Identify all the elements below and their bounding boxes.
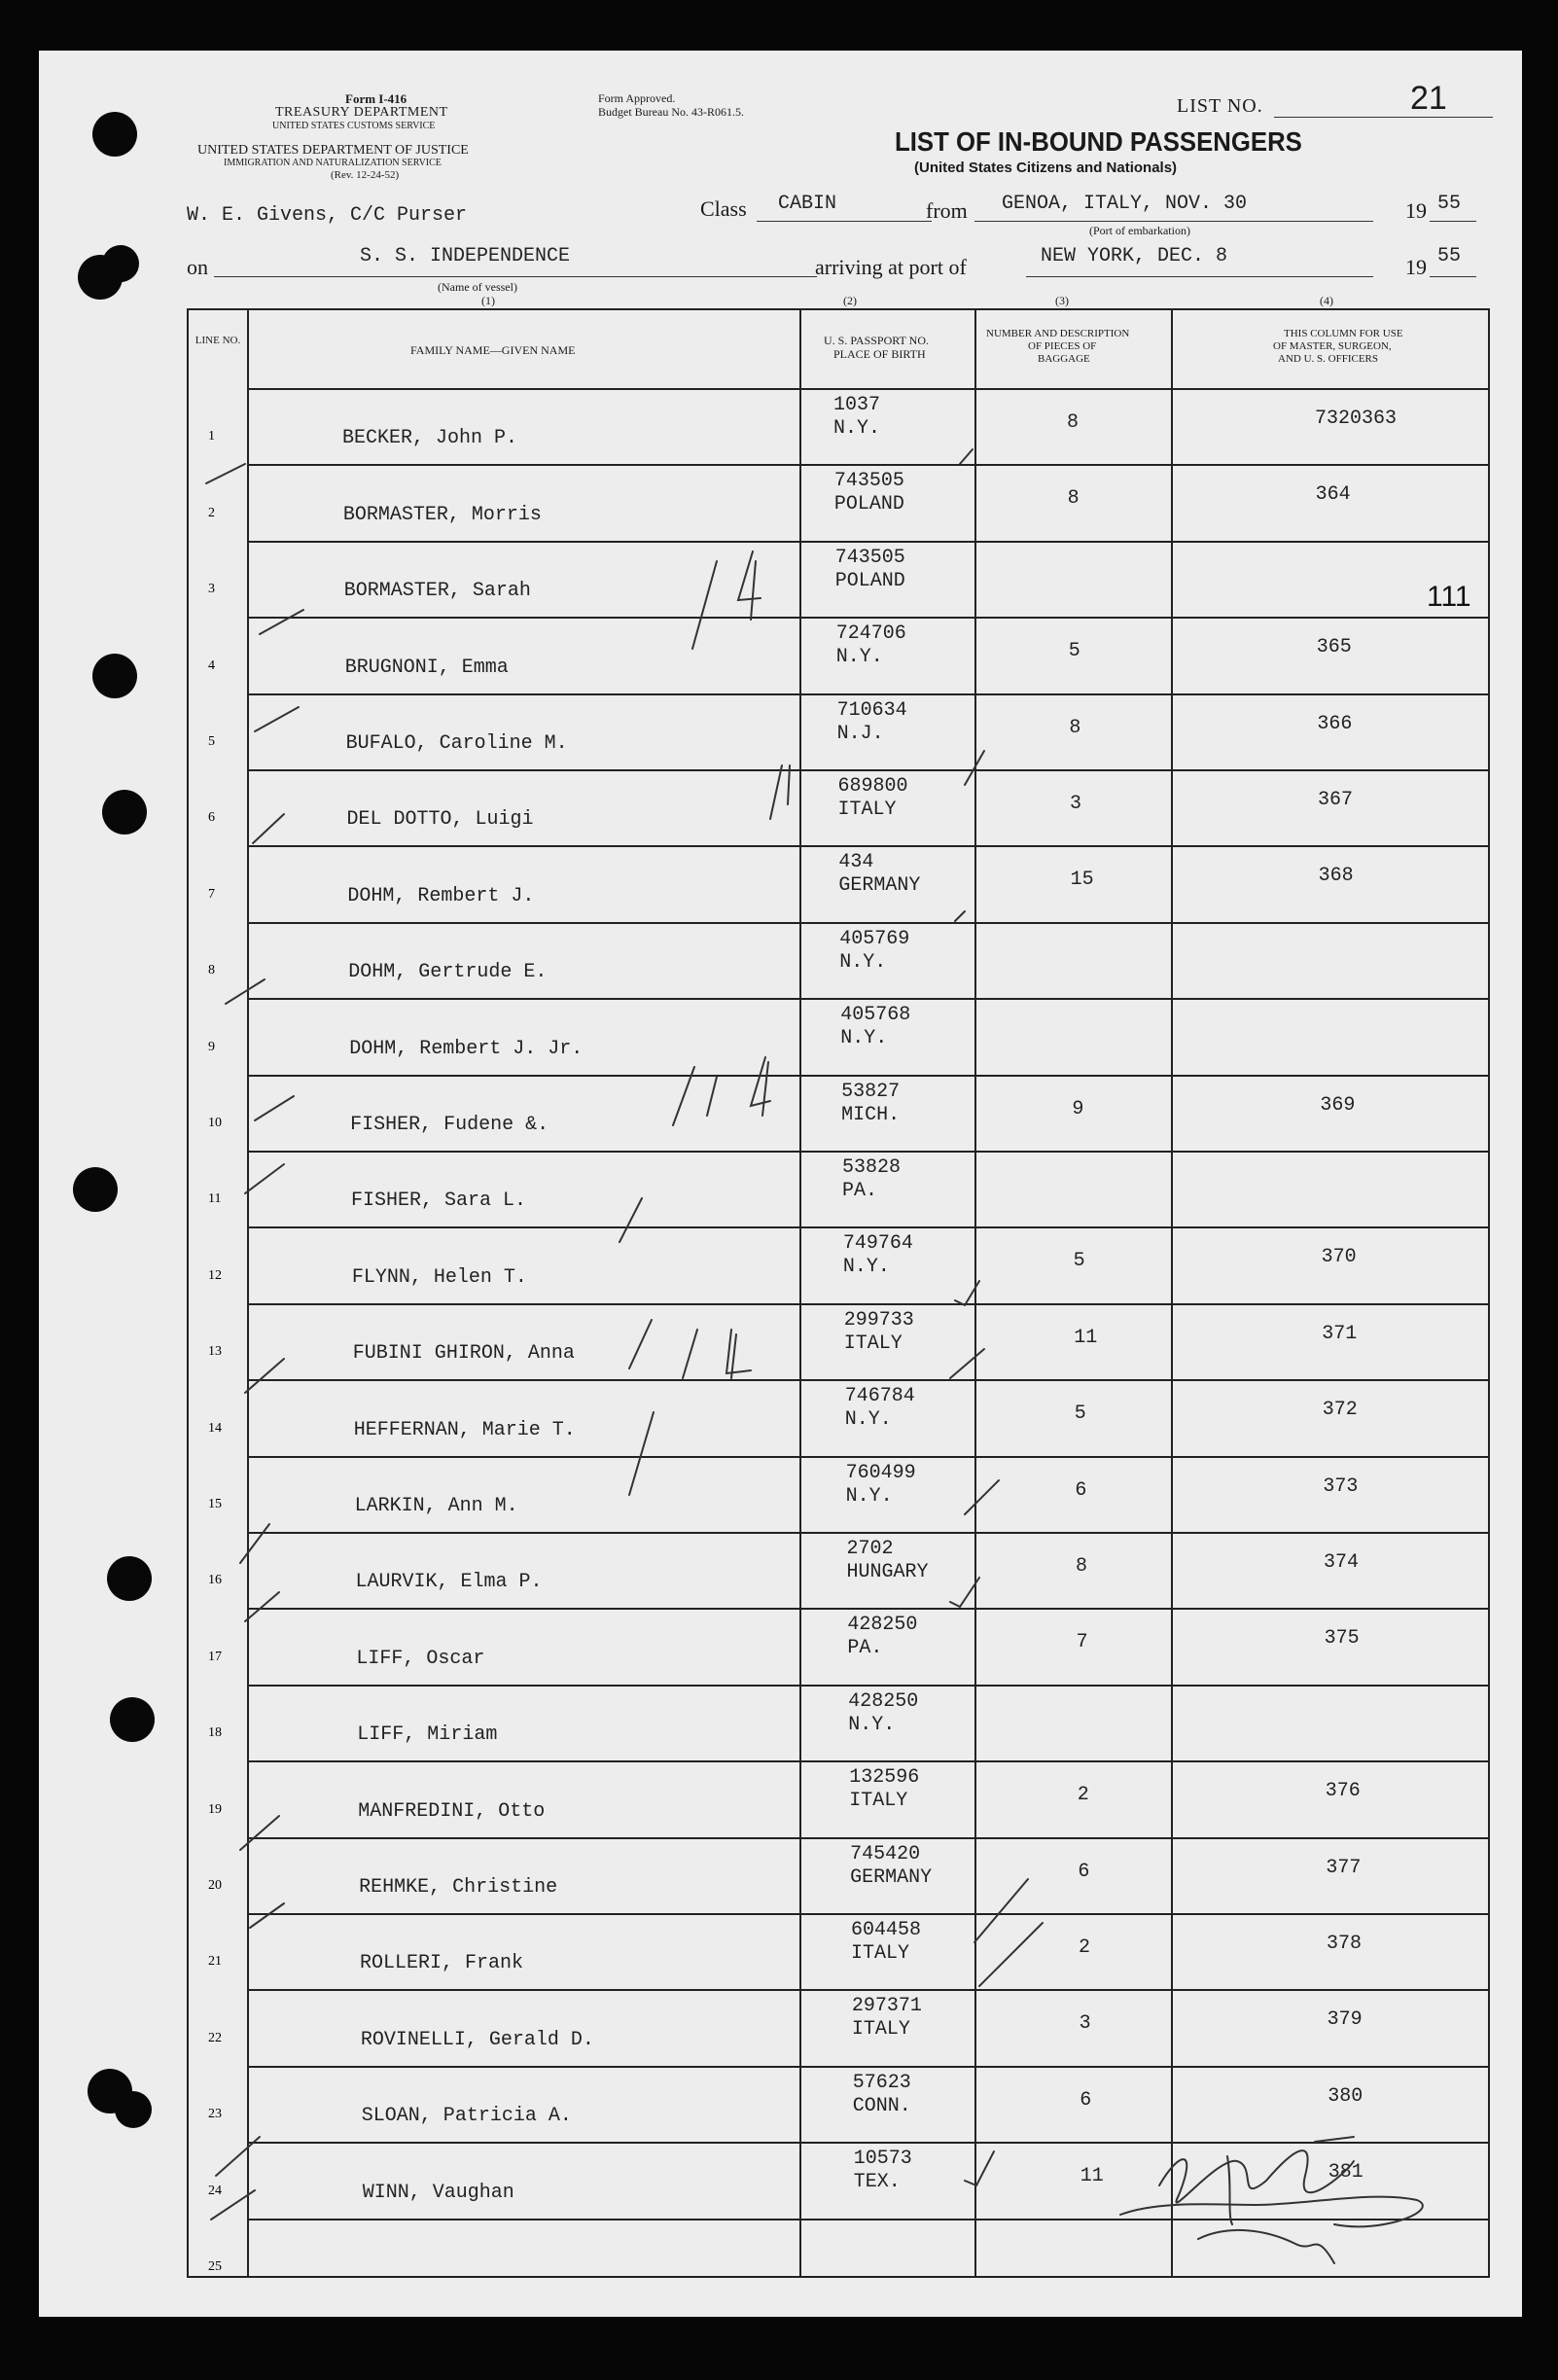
treasury-dept: TREASURY DEPARTMENT (275, 105, 448, 120)
budget-bureau: Budget Bureau No. 43-R061.5. (598, 105, 744, 119)
passenger-name: HEFFERNAN, Marie T. (353, 1418, 576, 1441)
line-number: 17 (208, 1649, 222, 1664)
officer-number: 377 (1326, 1856, 1362, 1879)
place-of-birth: N.Y. (848, 1713, 896, 1736)
col-header-officer-1: THIS COLUMN FOR USE (1284, 328, 1403, 339)
passport-number: 434 (838, 851, 874, 874)
purser-name: W. E. Givens, C/C Purser (187, 204, 468, 227)
line-number: 21 (208, 1954, 222, 1970)
page-title: LIST OF IN-BOUND PASSENGERS (895, 126, 1302, 157)
passenger-name: BUFALO, Caroline M. (345, 731, 568, 755)
passenger-name: LAURVIK, Elma P. (355, 1571, 543, 1594)
officer-number: 376 (1325, 1780, 1361, 1803)
place-of-birth: PA. (847, 1637, 883, 1660)
binder-hole (102, 790, 147, 835)
arriving-label: arriving at port of (815, 255, 967, 279)
line-number: 25 (208, 2258, 222, 2274)
place-of-birth: N.Y. (833, 417, 881, 440)
place-of-birth: N.Y. (835, 646, 883, 669)
passport-number: 710634 (836, 698, 907, 722)
justice-dept: UNITED STATES DEPARTMENT OF JUSTICE (197, 143, 469, 158)
officer-number: 371 (1322, 1322, 1358, 1345)
officer-number: 370 (1321, 1246, 1357, 1269)
line-number: 13 (208, 1344, 222, 1360)
passport-number: 746784 (844, 1385, 915, 1408)
year-prefix-2: 19 (1405, 255, 1427, 279)
passport-number: 132596 (849, 1766, 920, 1790)
baggage-count: 2 (1077, 1784, 1089, 1807)
year-prefix-1: 19 (1405, 198, 1427, 223)
officer-number: 366 (1317, 712, 1353, 735)
officer-number: 372 (1322, 1399, 1358, 1422)
passenger-name: FISHER, Fudene &. (350, 1113, 549, 1136)
passenger-name: DEL DOTTO, Luigi (346, 808, 534, 832)
binder-hole (107, 1556, 152, 1601)
line-number: 18 (208, 1725, 222, 1741)
place-of-birth: GERMANY (838, 874, 921, 898)
passport-number: 299733 (843, 1308, 914, 1332)
passenger-name: BORMASTER, Sarah (343, 580, 531, 603)
list-no-label: LIST NO. (1177, 95, 1263, 117)
vessel-name: S. S. INDEPENDENCE (360, 245, 571, 267)
passport-number: 2702 (846, 1538, 894, 1560)
line-number: 3 (208, 582, 215, 597)
passenger-table (187, 308, 1490, 2278)
line-number: 7 (208, 886, 215, 902)
line-number: 12 (208, 1267, 222, 1283)
place-of-birth: POLAND (834, 569, 905, 592)
revision: (Rev. 12-24-52) (331, 169, 400, 181)
line-number: 14 (208, 1420, 222, 1436)
place-of-birth: N.Y. (839, 950, 887, 974)
passenger-name: SLOAN, Patricia A. (361, 2105, 572, 2128)
list-number: 21 (1410, 80, 1447, 117)
line-number: 5 (208, 733, 215, 749)
place-of-birth: N.Y. (845, 1484, 893, 1508)
passenger-name: MANFREDINI, Otto (358, 1799, 546, 1823)
place-of-birth: POLAND (833, 493, 904, 516)
embarkation-value: GENOA, ITALY, NOV. 30 (1002, 193, 1248, 215)
immigration-service: IMMIGRATION AND NATURALIZATION SERVICE (224, 158, 442, 168)
officer-number: 367 (1318, 789, 1354, 811)
passenger-name: BRUGNONI, Emma (344, 656, 509, 679)
col-num-3: (3) (1055, 294, 1069, 307)
officer-number: 381 (1328, 2161, 1363, 2185)
baggage-count: 6 (1078, 1860, 1090, 1883)
officer-number: 365 (1316, 636, 1352, 659)
line-number: 16 (208, 1573, 222, 1588)
handwritten-marks (187, 308, 1490, 2278)
line-number: 10 (208, 1115, 222, 1130)
line-number: 6 (208, 810, 215, 826)
officer-number: 380 (1328, 2084, 1363, 2108)
officer-number: 374 (1324, 1551, 1360, 1574)
vessel-note: (Name of vessel) (438, 280, 517, 294)
passenger-name: DOHM, Rembert J. (347, 884, 535, 907)
place-of-birth: ITALY (843, 1332, 903, 1355)
baggage-count: 11 (1080, 2165, 1104, 2188)
passport-number: 743505 (833, 470, 904, 493)
officer-number: 378 (1327, 1933, 1363, 1955)
passport-number: 745420 (850, 1842, 921, 1865)
line-number: 22 (208, 2030, 222, 2045)
passenger-name: BECKER, John P. (342, 427, 518, 450)
binder-hole (92, 112, 137, 157)
place-of-birth: HUNGARY (846, 1561, 929, 1583)
col-header-baggage-2: OF PIECES OF (1028, 340, 1097, 352)
baggage-count: 11 (1074, 1326, 1098, 1349)
manifest-page (39, 51, 1522, 2317)
on-label: on (187, 255, 208, 279)
place-of-birth: ITALY (851, 2018, 910, 2042)
passport-number: 760499 (845, 1461, 916, 1484)
binder-hole (102, 245, 139, 282)
place-of-birth: PA. (842, 1180, 878, 1202)
line-number: 1 (208, 429, 215, 444)
passport-number: 57623 (852, 2071, 911, 2094)
baggage-count: 3 (1079, 2012, 1091, 2036)
place-of-birth: ITALY (851, 1942, 910, 1965)
col-header-name: FAMILY NAME—GIVEN NAME (410, 343, 576, 357)
binder-hole (110, 1697, 155, 1742)
passport-number: 743505 (834, 546, 905, 569)
col-num-1: (1) (481, 294, 495, 307)
passport-number: 405769 (839, 927, 910, 950)
line-number: 8 (208, 963, 215, 978)
passport-number: 297371 (851, 1995, 922, 2018)
baggage-count: 5 (1074, 1403, 1086, 1426)
passenger-name: FUBINI GHIRON, Anna (352, 1342, 575, 1366)
col-header-passport-1: U. S. PASSPORT NO. (824, 334, 929, 347)
officer-number: 364 (1315, 483, 1351, 507)
place-of-birth: N.J. (836, 722, 884, 745)
binder-hole (73, 1167, 118, 1212)
line-number: 20 (208, 1877, 222, 1893)
line-number: 9 (208, 1039, 215, 1054)
baggage-count: 5 (1068, 640, 1080, 663)
binder-hole (92, 654, 137, 698)
baggage-count: 5 (1073, 1250, 1085, 1273)
line-number: 19 (208, 1801, 222, 1817)
place-of-birth: ITALY (837, 799, 897, 821)
baggage-count: 8 (1076, 1555, 1088, 1578)
year-1: 55 (1437, 193, 1462, 215)
place-of-birth: GERMANY (850, 1865, 933, 1889)
passenger-name: FLYNN, Helen T. (351, 1265, 527, 1289)
passenger-name: FISHER, Sara L. (351, 1190, 527, 1213)
officer-number: 368 (1318, 865, 1354, 888)
col-header-line-no: LINE NO. (195, 335, 241, 346)
baggage-count: 15 (1070, 869, 1094, 892)
passenger-name: REHMKE, Christine (359, 1875, 558, 1899)
place-of-birth: MICH. (841, 1103, 901, 1126)
passenger-name: DOHM, Gertrude E. (348, 961, 548, 984)
form-approved: Form Approved. (598, 91, 676, 105)
passport-number: 428250 (848, 1689, 919, 1713)
officer-number: 373 (1323, 1474, 1359, 1498)
line-number: 11 (208, 1191, 222, 1207)
passenger-name: BORMASTER, Morris (342, 503, 542, 526)
line-number: 2 (208, 505, 215, 520)
passenger-name: WINN, Vaughan (362, 2181, 514, 2204)
officer-number: 379 (1327, 2008, 1363, 2032)
baggage-count: 8 (1069, 716, 1081, 739)
baggage-count: 6 (1075, 1478, 1087, 1502)
passenger-name: LIFF, Miriam (357, 1723, 498, 1747)
col-header-baggage-1: NUMBER AND DESCRIPTION (986, 328, 1130, 339)
arrival-port: NEW YORK, DEC. 8 (1041, 245, 1228, 267)
page-subtitle: (United States Citizens and Nationals) (914, 160, 1178, 176)
col-header-passport-2: PLACE OF BIRTH (833, 347, 926, 361)
customs-service: UNITED STATES CUSTOMS SERVICE (272, 121, 436, 131)
passenger-name: LARKIN, Ann M. (354, 1494, 518, 1517)
line-number: 15 (208, 1496, 222, 1511)
baggage-count: 6 (1080, 2088, 1092, 2112)
class-label: Class (700, 196, 747, 221)
place-of-birth: N.Y. (844, 1408, 892, 1432)
passport-number: 405768 (840, 1004, 911, 1027)
place-of-birth: ITALY (849, 1790, 908, 1813)
col-header-officer-2: OF MASTER, SURGEON, (1273, 340, 1392, 352)
place-of-birth: N.Y. (842, 1256, 890, 1279)
place-of-birth: N.Y. (840, 1027, 888, 1050)
binder-hole (115, 2091, 152, 2128)
passport-number: 428250 (847, 1614, 918, 1637)
stamp-number: 111 (1427, 581, 1471, 613)
place-of-birth: CONN. (852, 2094, 911, 2117)
col-header-baggage-3: BAGGAGE (1038, 353, 1090, 365)
form-number: Form I-416 (345, 91, 407, 106)
line-number: 23 (208, 2107, 222, 2122)
from-label: from (926, 198, 968, 223)
baggage-count: 2 (1079, 1936, 1091, 1959)
col-header-officer-3: AND U. S. OFFICERS (1278, 353, 1378, 365)
baggage-count: 8 (1067, 487, 1080, 511)
col-num-2: (2) (843, 294, 857, 307)
passport-number: 689800 (837, 775, 908, 798)
year-2: 55 (1437, 245, 1462, 267)
port-embark-note: (Port of embarkation) (1089, 224, 1190, 237)
class-value: CABIN (778, 193, 837, 215)
baggage-count: 3 (1070, 793, 1082, 815)
passport-number: 604458 (851, 1919, 922, 1941)
passenger-name: ROVINELLI, Gerald D. (360, 2028, 594, 2051)
passport-number: 53828 (842, 1156, 902, 1179)
place-of-birth: TEX. (853, 2171, 901, 2194)
passport-number: 749764 (842, 1232, 913, 1256)
passport-number: 724706 (835, 622, 906, 646)
passport-number: 1037 (833, 394, 881, 416)
passport-number: 53827 (841, 1080, 901, 1103)
passenger-name: LIFF, Oscar (356, 1647, 485, 1670)
passenger-name: DOHM, Rembert J. Jr. (349, 1037, 584, 1060)
baggage-count: 8 (1067, 411, 1080, 434)
passenger-name: ROLLERI, Frank (360, 1952, 524, 1975)
baggage-count: 7 (1076, 1631, 1088, 1654)
baggage-count: 9 (1072, 1097, 1084, 1120)
line-number: 4 (208, 657, 215, 673)
officer-number: 375 (1324, 1627, 1360, 1651)
col-num-4: (4) (1320, 294, 1333, 307)
officer-number: 7320363 (1315, 408, 1398, 430)
passport-number: 10573 (853, 2148, 912, 2171)
line-number: 24 (208, 2183, 222, 2198)
officer-number: 369 (1320, 1093, 1356, 1117)
